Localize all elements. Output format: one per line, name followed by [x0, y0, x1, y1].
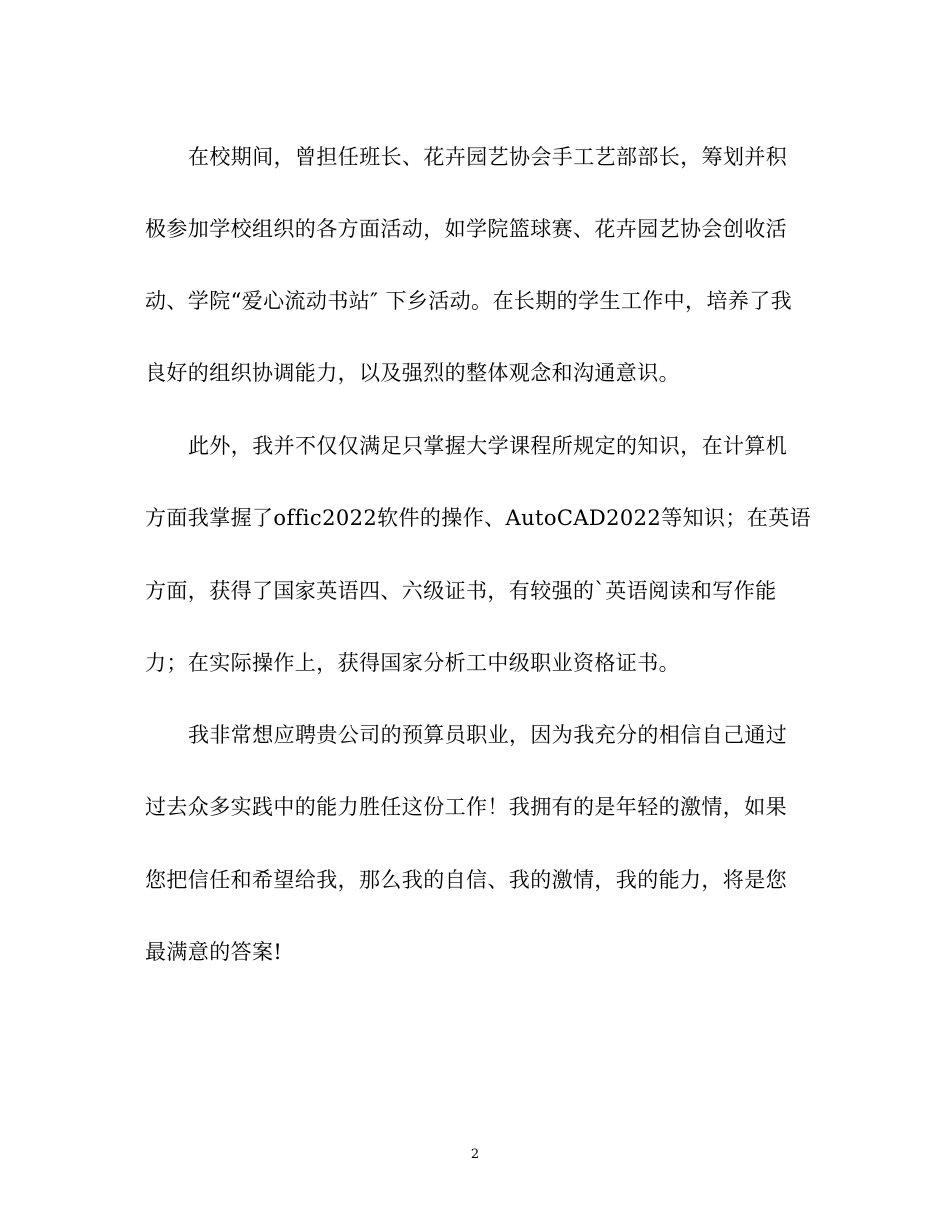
- text-line: 动、学院“爱心流动书站″ 下乡活动。在长期的学生工作中，培养了我: [145, 289, 793, 313]
- text-line: 方面我掌握了offic2022软件的操作、AutoCAD2022等知识；在英语: [145, 506, 811, 530]
- text-line: 此外，我并不仅仅满足只掌握大学课程所规定的知识，在计算机: [188, 434, 788, 458]
- text-line: 在校期间，曾担任班长、花卉园艺协会手工艺部部长，筹划并积: [188, 145, 788, 169]
- text-line: 方面，获得了国家英语四、六级证书，有较强的`英语阅读和写作能: [145, 579, 777, 603]
- text-line: 最满意的答案!: [145, 940, 283, 964]
- text-line: 您把信任和希望给我，那么我的自信、我的激情，我的能力，将是您: [145, 868, 787, 892]
- text-line: 良好的组织协调能力，以及强烈的整体观念和沟通意识。: [145, 361, 680, 385]
- page-number: 2: [470, 1147, 480, 1162]
- text-line: 力；在实际操作上，获得国家分析工中级职业资格证书。: [145, 651, 680, 675]
- text-line: 极参加学校组织的各方面活动，如学院篮球赛、花卉园艺协会创收活: [145, 217, 787, 241]
- text-line: 我非常想应聘贵公司的预算员职业，因为我充分的相信自己通过: [188, 723, 788, 747]
- text-line: 过去众多实践中的能力胜任这份工作！我拥有的是年轻的激情，如果: [145, 795, 787, 819]
